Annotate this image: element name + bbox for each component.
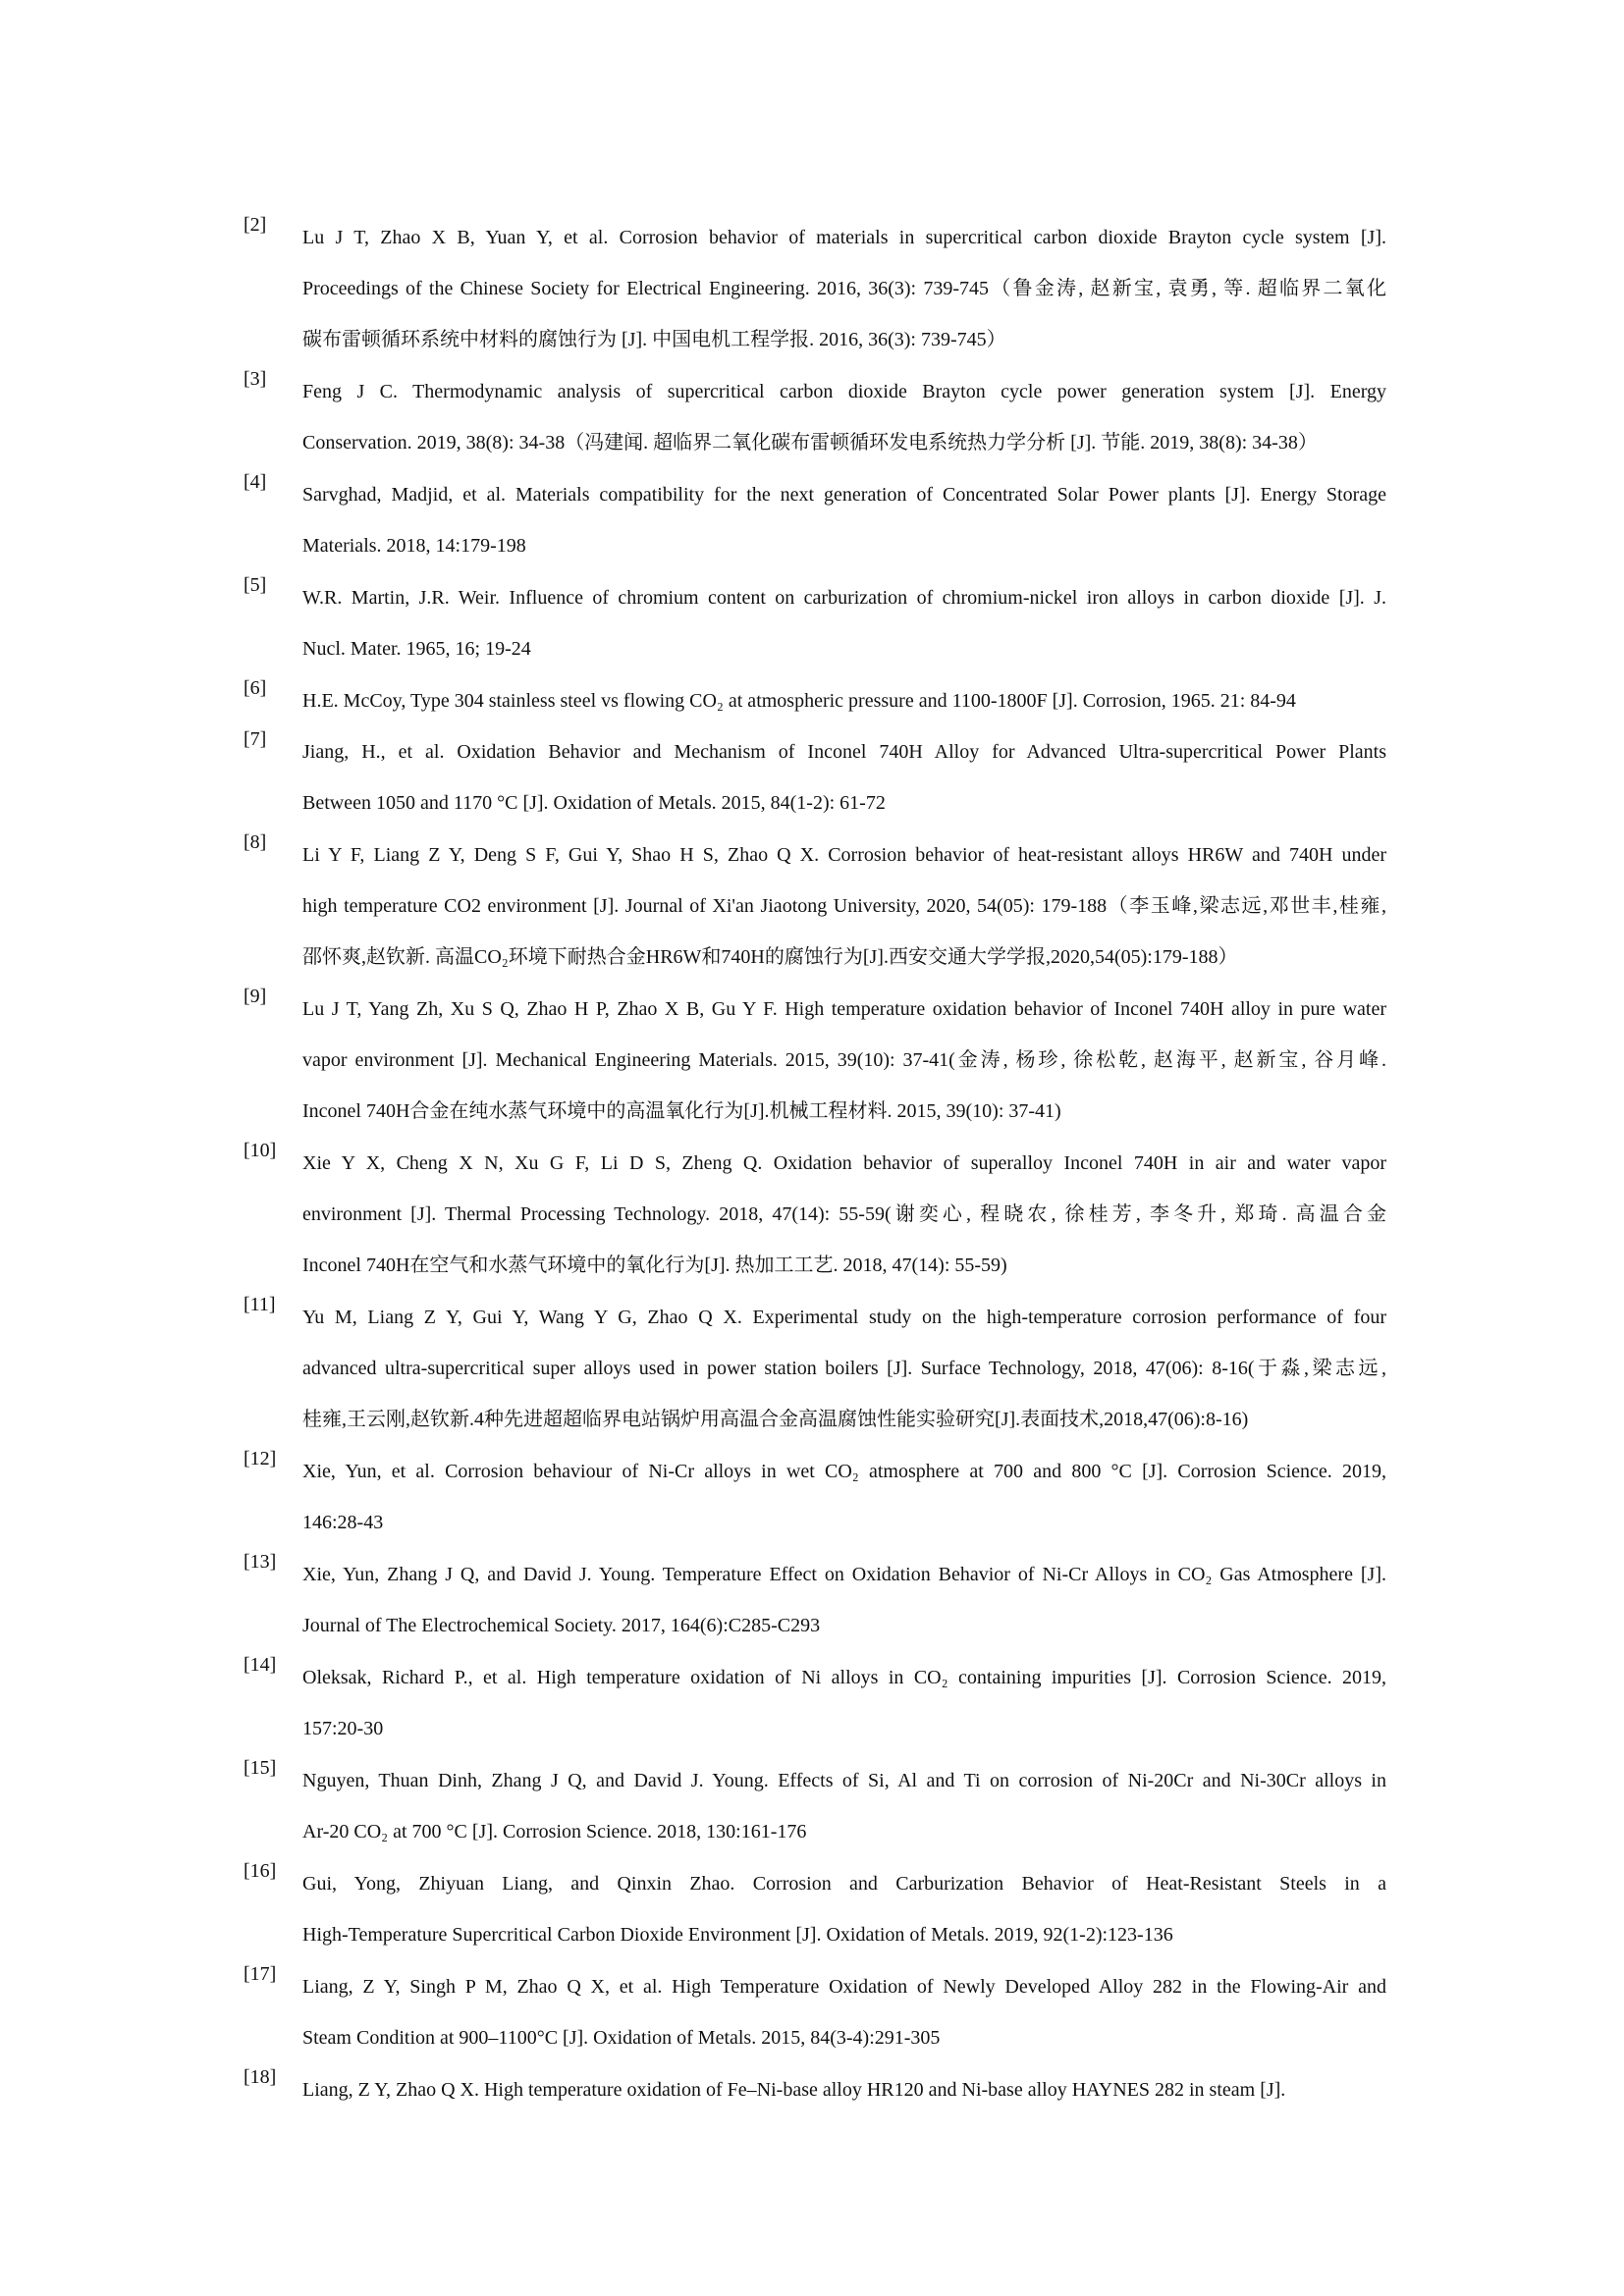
reference-number: [15] <box>244 1757 277 1779</box>
reference-line: Inconel 740H在空气和水蒸气环境中的氧化行为[J]. 热加工工艺. 2018, 47(14): 55-59) <box>302 1255 1007 1276</box>
reference-line: 146:28-43 <box>302 1512 384 1533</box>
reference-line: Feng J C. Thermodynamic analysis of supercritical carbon dioxide Brayton cycle power generation system [J]. Energy <box>302 381 1386 402</box>
reference-number: [8] <box>244 831 267 853</box>
reference-line: 桂雍,王云刚,赵钦新.4种先进超超临界电站锅炉用高温合金高温腐蚀性能实验研究[J].表面技术,2018,47(06):8-16) <box>302 1409 1249 1430</box>
reference-number: [13] <box>244 1551 277 1573</box>
reference-line: Ar-20 CO₂ at 700 °C [J]. Corrosion Science. 2018, 130:161-176 <box>302 1821 807 1842</box>
reference-line: advanced ultra-supercritical super alloys used in power station boilers [J]. Surface Technology, 2018, 47(06): 8-16(于淼,梁志远, <box>302 1358 1386 1379</box>
reference-line: Nguyen, Thuan Dinh, Zhang J Q, and David J. Young. Effects of Si, Al and Ti on corrosion of Ni-20Cr and Ni-30Cr alloys in <box>302 1770 1386 1791</box>
reference-number: [17] <box>244 1963 277 1985</box>
reference-line: H.E. McCoy, Type 304 stainless steel vs flowing CO₂ at atmospheric pressure and 1100-1800F [J]. Corrosion, 1965. 21: 84-94 <box>302 690 1296 712</box>
reference-line: Liang, Z Y, Zhao Q X. High temperature oxidation of Fe–Ni-base alloy HR120 and Ni-base alloy HAYNES 282 in steam [J]. <box>302 2079 1286 2101</box>
reference-number: [5] <box>244 574 267 596</box>
reference-number: [14] <box>244 1654 277 1676</box>
reference-number: [3] <box>244 368 267 390</box>
reference-line: Sarvghad, Madjid, et al. Materials compatibility for the next generation of Concentrated Solar Power plants [J]. Energy Storage <box>302 484 1386 506</box>
reference-line: Journal of The Electrochemical Society. 2017, 164(6):C285-C293 <box>302 1615 821 1636</box>
reference-line: Oleksak, Richard P., et al. High temperature oxidation of Ni alloys in CO₂ containing impurities [J]. Corrosion Science. 2019, <box>302 1667 1386 1688</box>
reference-line: Nucl. Mater. 1965, 16; 19-24 <box>302 638 531 660</box>
reference-number: [11] <box>244 1294 276 1315</box>
reference-line: Steam Condition at 900–1100°C [J]. Oxidation of Metals. 2015, 84(3-4):291-305 <box>302 2027 941 2049</box>
reference-line: environment [J]. Thermal Processing Technology. 2018, 47(14): 55-59(谢奕心, 程晓农, 徐桂芳, 李冬升, 郑琦. 高温合金 <box>302 1203 1386 1225</box>
reference-line: Materials. 2018, 14:179-198 <box>302 535 526 557</box>
reference-number: [7] <box>244 728 267 750</box>
reference-line: Lu J T, Zhao X B, Yuan Y, et al. Corrosion behavior of materials in supercritical carbon dioxide Brayton cycle system [J]. <box>302 227 1386 248</box>
reference-line: W.R. Martin, J.R. Weir. Influence of chromium content on carburization of chromium-nickel iron alloys in carbon dioxide [J]. J. <box>302 587 1386 609</box>
reference-line: Yu M, Liang Z Y, Gui Y, Wang Y G, Zhao Q X. Experimental study on the high-temperature corrosion performance of four <box>302 1307 1386 1328</box>
reference-line: High-Temperature Supercritical Carbon Dioxide Environment [J]. Oxidation of Metals. 2019, 92(1-2):123-136 <box>302 1924 1173 1946</box>
reference-line: Liang, Z Y, Singh P M, Zhao Q X, et al. High Temperature Oxidation of Newly Developed Alloy 282 in the Flowing-Air and <box>302 1976 1386 1998</box>
reference-line: high temperature CO2 environment [J]. Journal of Xi'an Jiaotong University, 2020, 54(05): 179-188（李玉峰,梁志远,邓世丰,桂雍, <box>302 895 1386 917</box>
reference-number: [9] <box>244 986 267 1007</box>
reference-line: Inconel 740H合金在纯水蒸气环境中的高温氧化行为[J].机械工程材料. 2015, 39(10): 37-41) <box>302 1100 1061 1122</box>
reference-line: Xie, Yun, et al. Corrosion behaviour of Ni-Cr alloys in wet CO₂ atmosphere at 700 and 800 °C [J]. Corrosion Science. 2019, <box>302 1461 1386 1482</box>
reference-line: Li Y F, Liang Z Y, Deng S F, Gui Y, Shao H S, Zhao Q X. Corrosion behavior of heat-resistant alloys HR6W and 740H under <box>302 844 1386 866</box>
reference-line: 邵怀爽,赵钦新. 高温CO₂环境下耐热合金HR6W和740H的腐蚀行为[J].西安交通大学学报,2020,54(05):179-188） <box>302 946 1238 968</box>
reference-number: [12] <box>244 1448 277 1469</box>
reference-line: Jiang, H., et al. Oxidation Behavior and Mechanism of Inconel 740H Alloy for Advanced Ultra-supercritical Power Plants <box>302 741 1386 763</box>
reference-line: Proceedings of the Chinese Society for Electrical Engineering. 2016, 36(3): 739-745（鲁金涛, 赵新宝, 袁勇, 等. 超临界二氧化 <box>302 278 1386 299</box>
reference-line: Xie, Yun, Zhang J Q, and David J. Young. Temperature Effect on Oxidation Behavior of Ni-Cr Alloys in CO₂ Gas Atmosphere [J]. <box>302 1564 1386 1585</box>
reference-line: Lu J T, Yang Zh, Xu S Q, Zhao H P, Zhao X B, Gu Y F. High temperature oxidation behavior of Inconel 740H alloy in pure water <box>302 998 1386 1020</box>
reference-number: [16] <box>244 1860 277 1882</box>
reference-line: vapor environment [J]. Mechanical Engineering Materials. 2015, 39(10): 37-41(金涛, 杨珍, 徐松乾, 赵海平, 赵新宝, 谷月峰. <box>302 1049 1386 1071</box>
reference-number: [6] <box>244 677 267 699</box>
reference-line: Between 1050 and 1170 °C [J]. Oxidation of Metals. 2015, 84(1-2): 61-72 <box>302 792 886 814</box>
reference-line: Xie Y X, Cheng X N, Xu G F, Li D S, Zheng Q. Oxidation behavior of superalloy Inconel 740H in air and water vapor <box>302 1152 1386 1174</box>
reference-number: [4] <box>244 471 267 493</box>
reference-number: [2] <box>244 214 267 236</box>
reference-number: [18] <box>244 2066 277 2088</box>
reference-line: Gui, Yong, Zhiyuan Liang, and Qinxin Zhao. Corrosion and Carburization Behavior of Heat-Resistant Steels in a <box>302 1873 1386 1895</box>
reference-line: Conservation. 2019, 38(8): 34-38（冯建闻. 超临界二氧化碳布雷顿循环发电系统热力学分析 [J]. 节能. 2019, 38(8): 34-38） <box>302 432 1318 454</box>
reference-line: 碳布雷顿循环系统中材料的腐蚀行为 [J]. 中国电机工程学报. 2016, 36(3): 739-745） <box>302 329 1006 350</box>
reference-line: 157:20-30 <box>302 1718 384 1739</box>
reference-number: [10] <box>244 1140 277 1161</box>
